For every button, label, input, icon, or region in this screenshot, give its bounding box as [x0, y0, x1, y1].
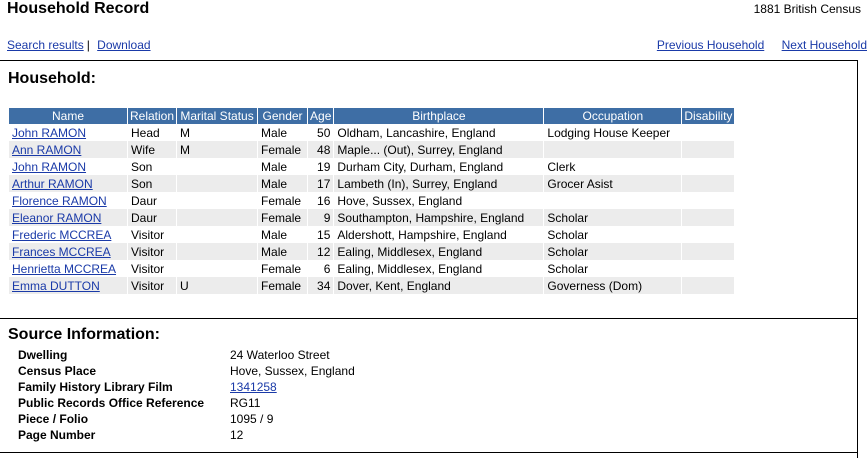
cell-birthplace: Durham City, Durham, England [334, 158, 544, 175]
divider-bottom [0, 452, 857, 453]
person-name-link[interactable]: John RAMON [12, 125, 87, 140]
cell-birthplace: Lambeth (In), Surrey, England [334, 175, 544, 192]
divider-right [857, 60, 858, 458]
cell-disability [682, 124, 735, 141]
cell-age: 34 [308, 277, 334, 294]
source-row [18, 427, 355, 443]
cell-marital [177, 226, 258, 243]
cell-occupation: Scholar [544, 243, 682, 260]
source-label: Page Number [18, 428, 96, 442]
top-links [7, 38, 151, 52]
cell-disability [682, 226, 735, 243]
cell-marital [177, 175, 258, 192]
cell-disability [682, 243, 735, 260]
cell-age: 16 [308, 192, 334, 209]
cell-name [9, 124, 128, 141]
person-name-link[interactable]: Henrietta MCCREA [12, 261, 117, 276]
col-header-marital-status: Marital Status [177, 108, 258, 124]
cell-occupation: Clerk [544, 158, 682, 175]
cell-occupation: Grocer Asist [544, 175, 682, 192]
previous-household-link[interactable]: Previous Household [656, 38, 765, 52]
page-title: Household Record [7, 0, 150, 17]
cell-relation: Visitor [128, 226, 177, 243]
cell-marital [177, 209, 258, 226]
cell-age: 19 [308, 158, 334, 175]
cell-gender: Male [258, 124, 308, 141]
cell-age: 17 [308, 175, 334, 192]
person-name-link[interactable]: Eleanor RAMON [12, 210, 102, 225]
cell-gender: Female [258, 209, 308, 226]
person-name-link[interactable]: Ann RAMON [12, 142, 82, 157]
cell-name [9, 209, 128, 226]
source-label: Piece / Folio [18, 412, 89, 426]
cell-marital [177, 158, 258, 175]
source-value: 12 [230, 428, 244, 442]
source-label: Dwelling [18, 348, 68, 362]
source-row [18, 395, 355, 411]
cell-occupation [544, 192, 682, 209]
source-value [230, 379, 355, 395]
source-info-table [18, 347, 355, 443]
col-header-age: Age [308, 108, 334, 124]
household-table [9, 108, 735, 294]
household-heading: Household: [8, 70, 96, 87]
cell-relation: Wife [128, 141, 177, 158]
table-row [9, 226, 735, 243]
cell-marital [177, 243, 258, 260]
table-row [9, 192, 735, 209]
cell-birthplace: Oldham, Lancashire, England [334, 124, 544, 141]
cell-birthplace: Aldershott, Hampshire, England [334, 226, 544, 243]
cell-gender: Male [258, 243, 308, 260]
cell-name [9, 192, 128, 209]
table-row [9, 124, 735, 141]
divider-top [0, 60, 857, 61]
cell-age: 6 [308, 260, 334, 277]
divider-middle [0, 318, 857, 319]
cell-occupation: Lodging House Keeper [544, 124, 682, 141]
cell-name [9, 277, 128, 294]
col-header-occupation: Occupation [544, 108, 682, 124]
source-row [18, 379, 355, 395]
table-row [9, 260, 735, 277]
cell-occupation: Scholar [544, 226, 682, 243]
collection-title: 1881 British Census [753, 2, 861, 16]
cell-marital: M [177, 124, 258, 141]
search-results-link[interactable]: Search results [7, 38, 84, 52]
source-value: Hove, Sussex, England [230, 364, 355, 378]
person-name-link[interactable]: John RAMON [12, 159, 87, 174]
cell-name [9, 226, 128, 243]
source-row [18, 347, 355, 363]
cell-birthplace: Maple... (Out), Surrey, England [334, 141, 544, 158]
cell-gender: Female [258, 192, 308, 209]
person-name-link[interactable]: Florence RAMON [12, 193, 107, 208]
col-header-gender: Gender [258, 108, 308, 124]
cell-birthplace: Dover, Kent, England [334, 277, 544, 294]
cell-gender: Male [258, 158, 308, 175]
source-row [18, 411, 355, 427]
cell-age: 9 [308, 209, 334, 226]
cell-name [9, 243, 128, 260]
cell-marital [177, 260, 258, 277]
table-row [9, 175, 735, 192]
table-row [9, 243, 735, 260]
person-name-link[interactable]: Emma DUTTON [12, 278, 100, 293]
cell-relation: Daur [128, 209, 177, 226]
person-name-link[interactable]: Frederic MCCREA [12, 227, 112, 242]
download-link[interactable]: Download [97, 38, 151, 52]
cell-occupation [544, 141, 682, 158]
household-nav [657, 38, 867, 52]
table-row [9, 158, 735, 175]
cell-age: 12 [308, 243, 334, 260]
cell-age: 15 [308, 226, 334, 243]
source-heading: Source Information: [8, 326, 161, 343]
table-row [9, 209, 735, 226]
source-row [18, 363, 355, 379]
cell-name [9, 158, 128, 175]
cell-age: 48 [308, 141, 334, 158]
next-household-link[interactable]: Next Household [781, 38, 867, 52]
person-name-link[interactable]: Frances MCCREA [12, 244, 111, 259]
cell-disability [682, 260, 735, 277]
cell-name [9, 141, 128, 158]
cell-gender: Female [258, 141, 308, 158]
cell-occupation: Scholar [544, 260, 682, 277]
cell-name [9, 175, 128, 192]
source-value: RG11 [230, 396, 261, 410]
cell-birthplace: Ealing, Middlesex, England [334, 243, 544, 260]
cell-gender: Male [258, 226, 308, 243]
cell-disability [682, 192, 735, 209]
col-header-relation: Relation [128, 108, 177, 124]
col-header-disability: Disability [682, 108, 735, 124]
col-header-birthplace: Birthplace [334, 108, 544, 124]
person-name-link[interactable]: Arthur RAMON [12, 176, 93, 191]
cell-marital: U [177, 277, 258, 294]
cell-relation: Son [128, 158, 177, 175]
cell-relation: Visitor [128, 243, 177, 260]
cell-birthplace: Southampton, Hampshire, England [334, 209, 544, 226]
link-separator: | [86, 38, 90, 52]
cell-name [9, 260, 128, 277]
table-row [9, 141, 735, 158]
source-value: 1095 / 9 [230, 412, 274, 426]
source-value: 24 Waterloo Street [230, 348, 330, 362]
cell-gender: Male [258, 175, 308, 192]
cell-age: 50 [308, 124, 334, 141]
film-number-link[interactable]: 1341258 [230, 380, 277, 394]
cell-occupation: Governess (Dom) [544, 277, 682, 294]
source-label: Public Records Office Reference [18, 396, 205, 410]
cell-disability [682, 277, 735, 294]
cell-marital: M [177, 141, 258, 158]
cell-disability [682, 175, 735, 192]
table-header-row [9, 108, 735, 124]
table-row [9, 277, 735, 294]
cell-relation: Son [128, 175, 177, 192]
cell-occupation: Scholar [544, 209, 682, 226]
cell-relation: Visitor [128, 277, 177, 294]
source-label: Census Place [18, 364, 97, 378]
cell-disability [682, 209, 735, 226]
cell-relation: Head [128, 124, 177, 141]
cell-disability [682, 141, 735, 158]
cell-birthplace: Hove, Sussex, England [334, 192, 544, 209]
source-label: Family History Library Film [18, 380, 173, 394]
col-header-name: Name [9, 108, 128, 124]
cell-relation: Visitor [128, 260, 177, 277]
cell-birthplace: Ealing, Middlesex, England [334, 260, 544, 277]
cell-relation: Daur [128, 192, 177, 209]
cell-marital [177, 192, 258, 209]
cell-gender: Female [258, 277, 308, 294]
cell-gender: Female [258, 260, 308, 277]
cell-disability [682, 158, 735, 175]
